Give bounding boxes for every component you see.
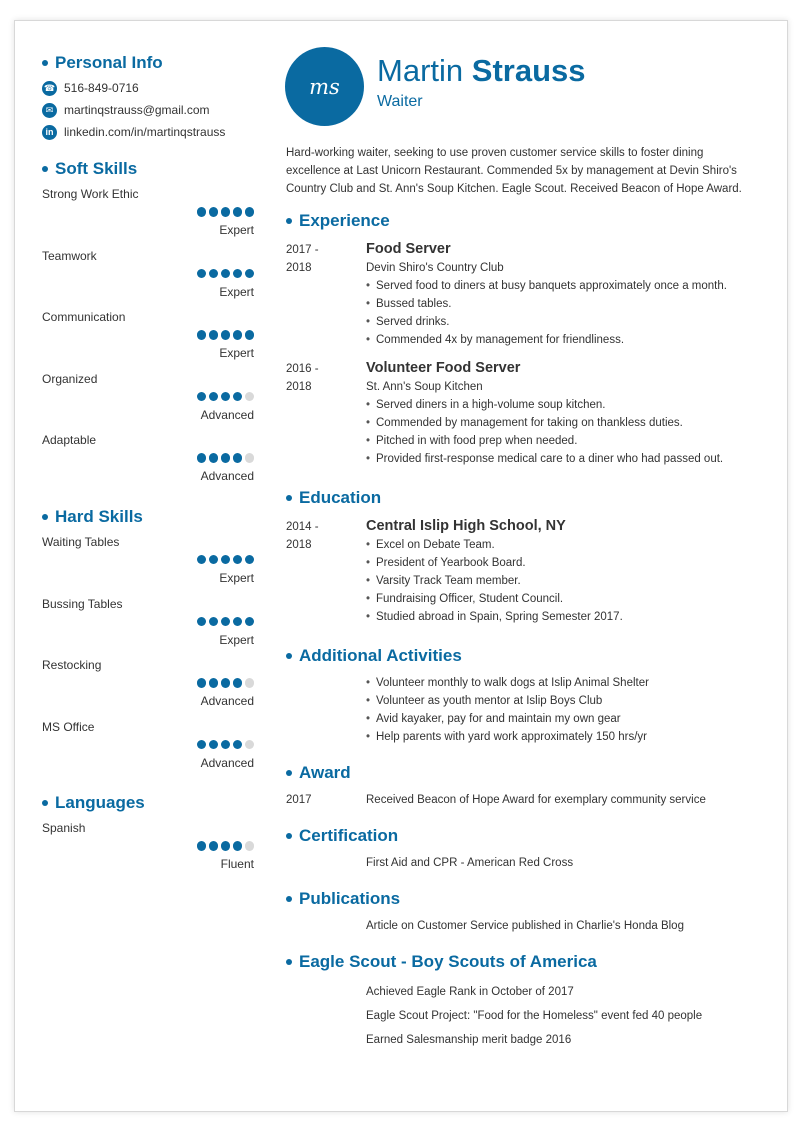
list-item: • Commended 4x by management for friendliness. — [366, 331, 766, 349]
contact-list — [42, 77, 254, 143]
bullet-dot-icon — [286, 218, 292, 224]
skill-rating — [194, 555, 254, 565]
rating-dot-filled — [233, 207, 243, 217]
summary: Hard-working waiter, seeking to use proven customer service skills to foster dining excellence at Last Unicorn Restaurant. Commended 5x by management at Devin Shiro's Country Club and St. Ann's Soup Kitchen. Eagle Scout. Received Beacon of Hope Award. — [286, 147, 742, 195]
skill-item — [42, 720, 254, 782]
skill-rating — [194, 453, 254, 463]
rating-dot-filled — [245, 617, 255, 627]
rating-dot-empty — [245, 678, 255, 688]
list-item: • Fundraising Officer, Student Council. — [366, 590, 766, 608]
left-column — [42, 51, 254, 883]
rating-dot-filled — [209, 555, 219, 565]
rating-dot-filled — [221, 453, 231, 463]
skill-name: Adaptable — [42, 433, 97, 448]
linkedin-url[interactable]: linkedin.com/in/martinqstrauss — [64, 125, 226, 139]
skill-name: Restocking — [42, 658, 102, 673]
skill-name: Bussing Tables — [42, 596, 123, 611]
language-rating — [194, 841, 254, 851]
rating-dot-filled — [221, 392, 231, 402]
skill-name: Teamwork — [42, 248, 97, 263]
skill-rating — [194, 330, 254, 340]
education-section — [286, 486, 766, 626]
publications-entry — [286, 917, 766, 935]
monogram-badge: ms — [285, 47, 364, 126]
list-item: • Commended by management for taking on thankless duties. — [366, 414, 766, 432]
certification-heading: Certification — [286, 824, 766, 848]
list-item: • Served food to diners at busy banquets approximately once a month. — [366, 277, 766, 295]
eagle-scout-section — [286, 950, 766, 1052]
bullet-dot-icon — [286, 770, 292, 776]
rating-dot-filled — [233, 617, 243, 627]
rating-dot-filled — [221, 207, 231, 217]
rating-dot-filled — [221, 841, 231, 851]
rating-dot-filled — [197, 740, 207, 750]
skill-name: Organized — [42, 371, 98, 386]
skill-rating — [194, 269, 254, 279]
activities-heading: Additional Activities — [286, 644, 766, 668]
experience-entry — [286, 239, 766, 349]
list-item: • Volunteer monthly to walk dogs at Islip Animal Shelter — [366, 674, 766, 692]
bullet-dot-icon — [286, 495, 292, 501]
job-bullets — [366, 277, 766, 349]
rating-dot-filled — [221, 678, 231, 688]
soft-skills-heading: Soft Skills — [42, 157, 254, 181]
language-item — [42, 821, 254, 883]
job-role: Food Server — [366, 241, 451, 257]
rating-dot-filled — [221, 330, 231, 340]
bullet-dot-icon — [286, 896, 292, 902]
job-bullets — [366, 396, 766, 468]
skill-rating — [194, 392, 254, 402]
skill-item — [42, 310, 254, 372]
skill-level: Expert — [219, 284, 254, 299]
rating-dot-filled — [209, 207, 219, 217]
rating-dot-filled — [209, 269, 219, 279]
list-item: • Avid kayaker, pay for and maintain my own gear — [366, 710, 766, 728]
rating-dot-filled — [221, 269, 231, 279]
email-address[interactable]: martinqstrauss@gmail.com — [64, 103, 210, 117]
experience-section — [286, 209, 766, 468]
rating-dot-filled — [245, 207, 255, 217]
skill-level: Advanced — [200, 407, 254, 422]
list-item: Earned Salesmanship merit badge 2016 — [366, 1034, 572, 1046]
job-role: Volunteer Food Server — [366, 360, 521, 376]
skill-level: Expert — [219, 346, 254, 361]
list-item: • Varsity Track Team member. — [366, 572, 766, 590]
email-row — [42, 99, 254, 121]
publications-heading: Publications — [286, 887, 766, 911]
list-item: • Provided first-response medical care to a diner who had passed out. — [366, 450, 766, 468]
language-name: Spanish — [42, 821, 86, 836]
language-level: Fluent — [220, 857, 254, 872]
rating-dot-filled — [197, 678, 207, 688]
rating-dot-filled — [233, 555, 243, 565]
skill-rating — [194, 207, 254, 217]
school-name: Central Islip High School, NY — [366, 518, 566, 534]
bullet-dot-icon — [42, 166, 48, 172]
list-item: • Bussed tables. — [366, 295, 766, 313]
rating-dot-filled — [233, 330, 243, 340]
skill-item — [42, 597, 254, 659]
entry-date: 2017 - 2018 — [286, 244, 319, 274]
rating-dot-filled — [233, 841, 243, 851]
personal-info-heading: Personal Info — [42, 51, 254, 75]
bullet-dot-icon — [42, 800, 48, 806]
entry-date: 2014 - 2018 — [286, 521, 319, 551]
rating-dot-filled — [209, 617, 219, 627]
skill-level: Expert — [219, 570, 254, 585]
rating-dot-filled — [197, 269, 207, 279]
rating-dot-filled — [209, 392, 219, 402]
eagle-scout-entry — [286, 980, 766, 1052]
activities-entry — [286, 674, 766, 746]
skill-rating — [194, 617, 254, 627]
rating-dot-filled — [209, 740, 219, 750]
list-item: • Help parents with yard work approximately 150 hrs/yr — [366, 728, 766, 746]
rating-dot-filled — [233, 678, 243, 688]
job-org: Devin Shiro's Country Club — [366, 262, 504, 274]
skill-level: Advanced — [200, 469, 254, 484]
publication-text: Article on Customer Service published in Charlie's Honda Blog — [366, 920, 684, 932]
activities-section — [286, 644, 766, 746]
job-org: St. Ann's Soup Kitchen — [366, 381, 483, 393]
award-entry — [286, 791, 766, 809]
rating-dot-filled — [221, 617, 231, 627]
rating-dot-filled — [245, 269, 255, 279]
envelope-icon: ✉ — [42, 103, 57, 118]
languages-heading: Languages — [42, 791, 254, 815]
rating-dot-filled — [233, 453, 243, 463]
skill-item — [42, 372, 254, 434]
phone-row — [42, 77, 254, 99]
skill-name: Waiting Tables — [42, 534, 120, 549]
award-section — [286, 761, 766, 809]
rating-dot-filled — [209, 841, 219, 851]
skill-rating — [194, 740, 254, 750]
bullet-dot-icon — [286, 653, 292, 659]
languages-list — [42, 821, 254, 883]
publications-section — [286, 887, 766, 935]
rating-dot-filled — [233, 269, 243, 279]
skill-level: Expert — [219, 223, 254, 237]
bullet-dot-icon — [286, 959, 292, 965]
entry-date: 2016 - 2018 — [286, 363, 319, 393]
skill-item — [42, 433, 254, 495]
education-entry — [286, 516, 766, 626]
rating-dot-filled — [197, 555, 207, 565]
rating-dot-filled — [221, 740, 231, 750]
list-item: • Pitched in with food prep when needed. — [366, 432, 766, 450]
rating-dot-filled — [209, 330, 219, 340]
experience-entry — [286, 358, 766, 468]
list-item: Eagle Scout Project: "Food for the Homeless" event fed 40 people — [366, 1010, 703, 1022]
skill-rating — [194, 678, 254, 688]
skill-name: Strong Work Ethic — [42, 187, 139, 201]
candidate-name: Martin Strauss — [377, 53, 586, 88]
rating-dot-empty — [245, 392, 255, 402]
rating-dot-filled — [209, 453, 219, 463]
linkedin-icon: in — [42, 125, 57, 140]
skill-name: Communication — [42, 310, 126, 325]
rating-dot-filled — [197, 392, 207, 402]
list-item: • Served diners in a high-volume soup kitchen. — [366, 396, 766, 414]
linkedin-row — [42, 121, 254, 143]
skill-level: Advanced — [200, 694, 254, 709]
award-year: 2017 — [286, 794, 312, 806]
resume-page — [14, 20, 788, 1112]
skill-name: MS Office — [42, 719, 95, 734]
list-item: Achieved Eagle Rank in October of 2017 — [366, 986, 574, 998]
rating-dot-filled — [197, 330, 207, 340]
rating-dot-filled — [209, 678, 219, 688]
skill-level: Expert — [219, 632, 254, 647]
list-item: • Studied abroad in Spain, Spring Semester 2017. — [366, 608, 766, 626]
skill-item — [42, 658, 254, 720]
skill-item — [42, 249, 254, 311]
name-block — [377, 51, 586, 111]
education-bullets — [366, 536, 766, 626]
rating-dot-filled — [197, 453, 207, 463]
rating-dot-filled — [233, 740, 243, 750]
award-heading: Award — [286, 761, 766, 785]
rating-dot-filled — [245, 330, 255, 340]
skill-level: Advanced — [200, 755, 254, 770]
certification-entry — [286, 854, 766, 872]
list-item: • Excel on Debate Team. — [366, 536, 766, 554]
bullet-dot-icon — [42, 514, 48, 520]
skill-item — [42, 187, 254, 249]
list-item: • President of Yearbook Board. — [366, 554, 766, 572]
education-heading: Education — [286, 486, 766, 510]
hard-skills-list — [42, 535, 254, 781]
rating-dot-filled — [221, 555, 231, 565]
list-item: • Volunteer as youth mentor at Islip Boys Club — [366, 692, 766, 710]
rating-dot-filled — [197, 617, 207, 627]
soft-skills-list — [42, 187, 254, 495]
skill-item — [42, 535, 254, 597]
list-item: • Served drinks. — [366, 313, 766, 331]
award-text: Received Beacon of Hope Award for exemplary community service — [366, 794, 706, 806]
certification-text: First Aid and CPR - American Red Cross — [366, 857, 574, 869]
hard-skills-heading: Hard Skills — [42, 505, 254, 529]
certification-section — [286, 824, 766, 872]
bullet-dot-icon — [286, 833, 292, 839]
phone-number: 516-849-0716 — [64, 81, 139, 95]
experience-heading: Experience — [286, 209, 766, 233]
bullet-dot-icon — [42, 60, 48, 66]
rating-dot-filled — [233, 392, 243, 402]
rating-dot-empty — [245, 453, 255, 463]
rating-dot-empty — [245, 841, 255, 851]
rating-dot-filled — [197, 841, 207, 851]
rating-dot-filled — [245, 555, 255, 565]
job-title: Waiter — [377, 93, 423, 110]
eagle-scout-heading: Eagle Scout - Boy Scouts of America — [286, 950, 766, 974]
rating-dot-filled — [197, 207, 207, 217]
activities-bullets — [366, 674, 766, 746]
rating-dot-empty — [245, 740, 255, 750]
phone-icon: ☎ — [42, 81, 57, 96]
